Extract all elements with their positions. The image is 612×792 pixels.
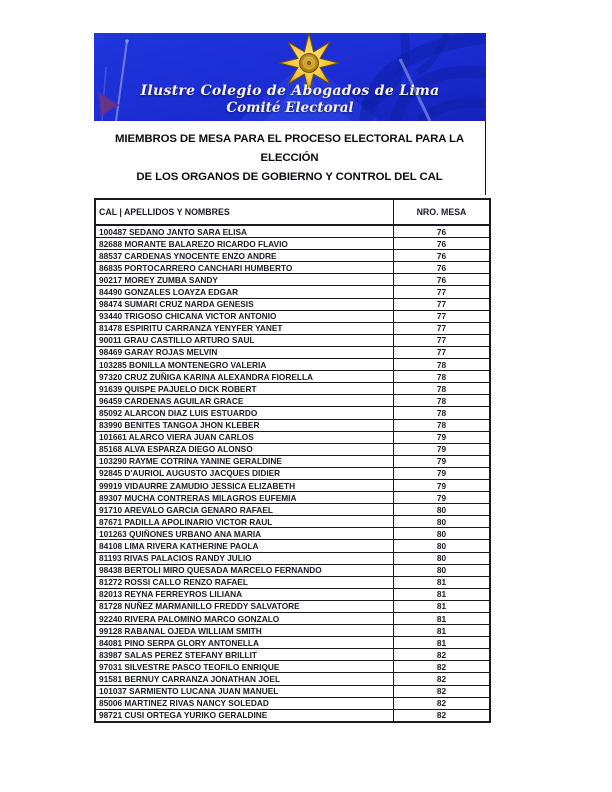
table-row — [95, 298, 490, 310]
member-mesa-number: 79 — [394, 455, 491, 467]
member-cal-and-name: 99128 RABANAL OJEDA WILLIAM SMITH — [95, 625, 394, 637]
table-row — [95, 564, 490, 576]
member-cal-and-name: 83990 BENITES TANGOA JHON KLEBER — [95, 419, 394, 431]
table-row — [95, 250, 490, 262]
member-cal-and-name: 99919 VIDAURRE ZAMUDIO JESSICA ELIZABETH — [95, 479, 394, 491]
member-mesa-number: 81 — [394, 613, 491, 625]
member-mesa-number: 81 — [394, 625, 491, 637]
document-page — [94, 33, 486, 723]
member-cal-and-name: 85092 ALARCON DIAZ LUIS ESTUARDO — [95, 407, 394, 419]
table-row — [95, 528, 490, 540]
table-row — [95, 238, 490, 250]
member-mesa-number: 76 — [394, 238, 491, 250]
member-cal-and-name: 81272 ROSSI CALLO RENZO RAFAEL — [95, 576, 394, 588]
member-mesa-number: 81 — [394, 588, 491, 600]
member-cal-and-name: 90011 GRAU CASTILLO ARTURO SAUL — [95, 334, 394, 346]
table-row — [95, 262, 490, 274]
table-row — [95, 286, 490, 298]
member-cal-and-name: 103290 RAYME COTRINA YANINE GERALDINE — [95, 455, 394, 467]
table-row — [95, 334, 490, 346]
members-table — [94, 198, 491, 723]
table-row — [95, 685, 490, 697]
member-cal-and-name: 81728 NUÑEZ MARMANILLO FREDDY SALVATORE — [95, 600, 394, 612]
member-mesa-number: 80 — [394, 528, 491, 540]
table-row — [95, 225, 490, 238]
member-cal-and-name: 81478 ESPIRITU CARRANZA YENYFER YANET — [95, 322, 394, 334]
member-mesa-number: 77 — [394, 286, 491, 298]
member-mesa-number: 80 — [394, 540, 491, 552]
member-cal-and-name: 91639 QUISPE PAJUELO DICK ROBERT — [95, 383, 394, 395]
member-cal-and-name: 86835 PORTOCARRERO CANCHARI HUMBERTO — [95, 262, 394, 274]
table-row — [95, 649, 490, 661]
member-mesa-number: 77 — [394, 334, 491, 346]
table-row — [95, 371, 490, 383]
member-cal-and-name: 98438 BERTOLI MIRO QUESADA MARCELO FERNANDO — [95, 564, 394, 576]
member-cal-and-name: 92845 D'AURIOL AUGUSTO JACQUES DIDIER — [95, 467, 394, 479]
member-mesa-number: 82 — [394, 685, 491, 697]
member-mesa-number: 79 — [394, 443, 491, 455]
table-row — [95, 467, 490, 479]
page-title-line2: DE LOS ORGANOS DE GOBIERNO Y CONTROL DEL CAL — [136, 171, 443, 183]
member-cal-and-name: 98469 GARAY ROJAS MELVIN — [95, 346, 394, 358]
member-cal-and-name: 82688 MORANTE BALAREZO RICARDO FLAVIO — [95, 238, 394, 250]
table-row — [95, 419, 490, 431]
table-row — [95, 588, 490, 600]
member-mesa-number: 77 — [394, 322, 491, 334]
table-row — [95, 443, 490, 455]
table-row — [95, 407, 490, 419]
table-row — [95, 479, 490, 491]
page-title — [94, 121, 486, 195]
member-mesa-number: 80 — [394, 564, 491, 576]
member-cal-and-name: 83987 SALAS PEREZ STEFANY BRILLIT — [95, 649, 394, 661]
member-mesa-number: 77 — [394, 346, 491, 358]
member-cal-and-name: 98721 CUSI ORTEGA YURIKO GERALDINE — [95, 709, 394, 722]
member-mesa-number: 78 — [394, 383, 491, 395]
member-mesa-number: 79 — [394, 492, 491, 504]
member-mesa-number: 78 — [394, 395, 491, 407]
member-cal-and-name: 97031 SILVESTRE PASCO TEOFILO ENRIQUE — [95, 661, 394, 673]
member-mesa-number: 79 — [394, 467, 491, 479]
member-mesa-number: 78 — [394, 419, 491, 431]
table-row — [95, 492, 490, 504]
member-mesa-number: 77 — [394, 310, 491, 322]
member-mesa-number: 77 — [394, 298, 491, 310]
member-cal-and-name: 82013 REYNA FERREYROS LILIANA — [95, 588, 394, 600]
member-cal-and-name: 87671 PADILLA APOLINARIO VICTOR RAUL — [95, 516, 394, 528]
member-mesa-number: 80 — [394, 516, 491, 528]
member-mesa-number: 78 — [394, 371, 491, 383]
table-row — [95, 673, 490, 685]
table-row — [95, 661, 490, 673]
column-header-nro-mesa: NRO. MESA — [394, 199, 491, 225]
member-cal-and-name: 96459 CARDENAS AGUILAR GRACE — [95, 395, 394, 407]
member-mesa-number: 82 — [394, 649, 491, 661]
member-cal-and-name: 90217 MOREY ZUMBA SANDY — [95, 274, 394, 286]
member-mesa-number: 82 — [394, 661, 491, 673]
member-cal-and-name: 84490 GONZALES LOAYZA EDGAR — [95, 286, 394, 298]
member-cal-and-name: 85168 ALVA ESPARZA DIEGO ALONSO — [95, 443, 394, 455]
table-row — [95, 395, 490, 407]
table-row — [95, 322, 490, 334]
table-row — [95, 274, 490, 286]
column-header-cal-nombres: CAL | APELLIDOS Y NOMBRES — [95, 199, 394, 225]
page-title-line1: MIEMBROS DE MESA PARA EL PROCESO ELECTORAL PARA LA ELECCIÓN — [115, 133, 464, 164]
table-row — [95, 431, 490, 443]
member-cal-and-name: 93440 TRIGOSO CHICANA VICTOR ANTONIO — [95, 310, 394, 322]
member-mesa-number: 76 — [394, 274, 491, 286]
org-name-line1: Ilustre Colegio de Abogados de Lima — [140, 83, 440, 99]
member-mesa-number: 81 — [394, 576, 491, 588]
member-cal-and-name: 98474 SUMARI CRUZ NARDA GENESIS — [95, 298, 394, 310]
banner — [94, 33, 486, 121]
member-cal-and-name: 101661 ALARCO VIERA JUAN CARLOS — [95, 431, 394, 443]
table-row — [95, 359, 490, 371]
member-mesa-number: 76 — [394, 262, 491, 274]
member-rows — [95, 225, 490, 722]
member-mesa-number: 76 — [394, 225, 491, 238]
member-cal-and-name: 89307 MUCHA CONTRERAS MILAGROS EUFEMIA — [95, 492, 394, 504]
member-cal-and-name: 91581 BERNUY CARRANZA JONATHAN JOEL — [95, 673, 394, 685]
member-cal-and-name: 91710 AREVALO GARCIA GENARO RAFAEL — [95, 504, 394, 516]
member-cal-and-name: 81193 RIVAS PALACIOS RANDY JULIO — [95, 552, 394, 564]
table-row — [95, 637, 490, 649]
table-row — [95, 576, 490, 588]
member-cal-and-name: 84108 LIMA RIVERA KATHERINE PAOLA — [95, 540, 394, 552]
member-mesa-number: 82 — [394, 673, 491, 685]
member-mesa-number: 82 — [394, 697, 491, 709]
member-cal-and-name: 88537 CARDENAS YNOCENTE ENZO ANDRE — [95, 250, 394, 262]
member-mesa-number: 82 — [394, 709, 491, 722]
table-row — [95, 697, 490, 709]
member-mesa-number: 79 — [394, 431, 491, 443]
table-row — [95, 552, 490, 564]
member-mesa-number: 78 — [394, 407, 491, 419]
member-mesa-number: 81 — [394, 600, 491, 612]
member-mesa-number: 80 — [394, 552, 491, 564]
table-row — [95, 540, 490, 552]
table-row — [95, 625, 490, 637]
table-row — [95, 504, 490, 516]
member-cal-and-name: 92240 RIVERA PALOMINO MARCO GONZALO — [95, 613, 394, 625]
table-row — [95, 455, 490, 467]
member-cal-and-name: 101037 SARMIENTO LUCANA JUAN MANUEL — [95, 685, 394, 697]
table-row — [95, 310, 490, 322]
table-row — [95, 613, 490, 625]
banner-org-name — [94, 83, 486, 117]
member-cal-and-name: 103285 BONILLA MONTENEGRO VALERIA — [95, 359, 394, 371]
table-row — [95, 600, 490, 612]
member-cal-and-name: 101263 QUIÑONES URBANO ANA MARIA — [95, 528, 394, 540]
member-mesa-number: 76 — [394, 250, 491, 262]
member-cal-and-name: 97320 CRUZ ZUÑIGA KARINA ALEXANDRA FIORELLA — [95, 371, 394, 383]
member-mesa-number: 79 — [394, 479, 491, 491]
table-row — [95, 346, 490, 358]
table-header-row — [95, 199, 490, 225]
org-name-line2: Comité Electoral — [226, 100, 354, 116]
member-mesa-number: 81 — [394, 637, 491, 649]
member-cal-and-name: 84081 PINO SERPA GLORY ANTONELLA — [95, 637, 394, 649]
member-mesa-number: 78 — [394, 359, 491, 371]
member-cal-and-name: 85006 MARTINEZ RIVAS NANCY SOLEDAD — [95, 697, 394, 709]
table-row — [95, 516, 490, 528]
table-row — [95, 709, 490, 722]
member-mesa-number: 80 — [394, 504, 491, 516]
member-cal-and-name: 100487 SEDANO JANTO SARA ELISA — [95, 225, 394, 238]
table-row — [95, 383, 490, 395]
